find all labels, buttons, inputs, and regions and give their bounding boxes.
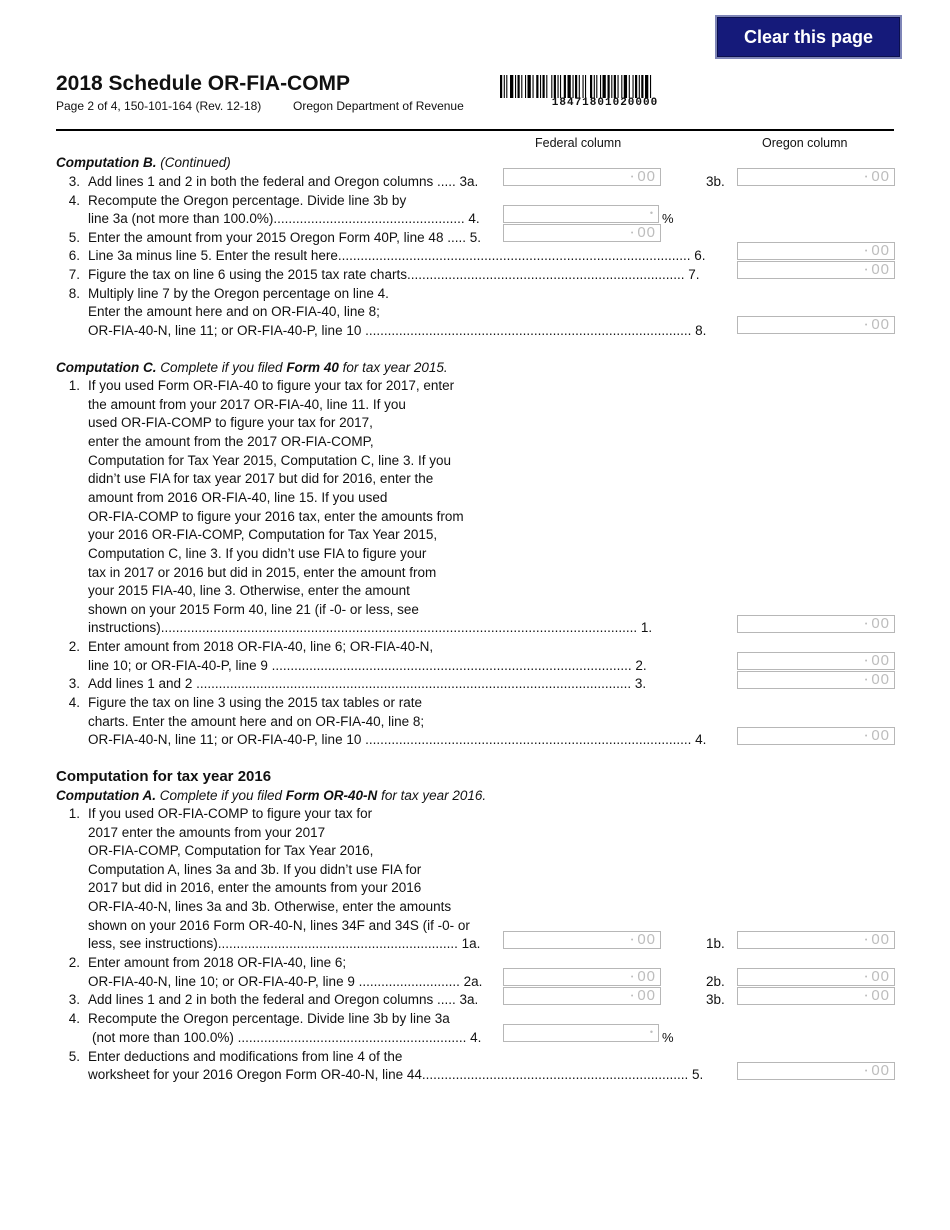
- comp-a-2016-4-percent-field[interactable]: •: [503, 1024, 659, 1042]
- comp-a-2016-line-1-text-line: If you used OR-FIA-COMP to figure your tax for: [88, 806, 373, 821]
- comp-a-2016-2a-federal-field[interactable]: • 00: [503, 968, 661, 986]
- comp-a-2016-2b-oregon-field[interactable]: • 00: [737, 968, 895, 986]
- comp-c-4-oregon-field[interactable]: • 00: [737, 727, 895, 745]
- comp-c-line-1-text-line: Computation for Tax Year 2015, Computation C, line 3. If you: [88, 452, 451, 468]
- comp-c-line-2b: line 10; or OR-FIA-40-P, line 9 ................................................................................................ 2.: [88, 658, 647, 673]
- comp-a-2016-line-3: Add lines 1 and 2 in both the federal and Oregon columns ..... 3a.: [88, 992, 479, 1007]
- comp-a-2016-line-3b-label: 3b.: [706, 992, 725, 1007]
- comp-b-8-oregon-field[interactable]: • 00: [737, 316, 895, 334]
- comp-c-line-4c: OR-FIA-40-N, line 11; or OR-FIA-40-P, line 10 ....................................................................................... 4.: [88, 732, 707, 747]
- comp-a-2016-line-4b: (not more than 100.0%) ............................................................. 4.: [92, 1030, 482, 1045]
- comp-a-2016-line-1-text-line: 2017 enter the amounts from your 2017: [88, 824, 326, 840]
- comp-c-line-3: Add lines 1 and 2 .................................................................................................................... 3.: [88, 676, 647, 691]
- comp-c-line-1-text-line: If you used Form OR-FIA-40 to figure your tax for 2017, enter: [88, 378, 455, 393]
- comp-a-2016-line-3-number: 3.: [68, 992, 80, 1007]
- comp-c-line-1-text-line: amount from 2016 OR-FIA-40, line 15. If you used: [88, 489, 388, 505]
- comp-a-2016-line-2b: OR-FIA-40-N, line 10; or OR-FIA-40-P, line 9 ........................... 2a.: [88, 974, 483, 989]
- comp-b-3b-oregon-field[interactable]: • 00: [737, 168, 895, 186]
- comp-a-2016-line-1-text-line: OR-FIA-40-N, lines 3a and 3b. Otherwise, enter the amounts: [88, 899, 452, 914]
- header-divider: [56, 129, 894, 131]
- comp-a-2016-line-5b: worksheet for your 2016 Oregon Form OR-40-N, line 44....................................................................... 5.: [88, 1067, 704, 1082]
- comp-c-line-1-text-line: your 2015 FIA-40, line 3. Otherwise, enter the amount: [88, 583, 410, 599]
- form-subtitle: Page 2 of 4, 150-101-164 (Rev. 12-18): [56, 99, 262, 113]
- comp-c-line-1-text-line: tax in 2017 or 2016 but did in 2015, enter the amount from: [88, 564, 437, 580]
- comp-a-2016-line-1-number: 1.: [68, 806, 80, 821]
- clear-page-button[interactable]: Clear this page: [715, 15, 902, 59]
- comp-c-line-1-text-line: the amount from your 2017 OR-FIA-40, line 11. If you: [88, 396, 406, 412]
- comp-a-2016-line-1-text-line: 2017 but did in 2016, enter the amounts from your 2016: [88, 880, 422, 896]
- comp-c-line-1-text-line: enter the amount from the 2017 OR-FIA-COMP,: [88, 433, 374, 449]
- tax-year-2016-heading: Computation for tax year 2016: [56, 768, 272, 785]
- comp-c-line-2-number: 2.: [68, 639, 80, 654]
- percent-sign: %: [662, 211, 674, 226]
- barcode-number: 18471801020000: [551, 97, 659, 109]
- computation-c-heading: Computation C. Complete if you filed Form 40 for tax year 2015.: [56, 360, 448, 375]
- comp-a-2016-1b-oregon-field[interactable]: • 00: [737, 931, 895, 949]
- comp-a-2016-line-2-number: 2.: [68, 955, 80, 970]
- comp-b-3a-federal-field[interactable]: • 00: [503, 168, 661, 186]
- comp-c-1-oregon-field[interactable]: • 00: [737, 615, 895, 633]
- comp-a-2016-line-4-number: 4.: [68, 1011, 80, 1026]
- computation-a-2016-heading: Computation A. Complete if you filed Form OR-40-N for tax year 2016.: [56, 788, 487, 803]
- computation-b-heading: Computation B. (Continued): [56, 155, 231, 170]
- comp-c-line-2a: Enter amount from 2018 OR-FIA-40, line 6; OR-FIA-40-N,: [88, 639, 434, 654]
- comp-b-4-percent-field[interactable]: •: [503, 205, 659, 223]
- comp-c-line-1-text-line: OR-FIA-COMP to figure your 2016 tax, enter the amounts from: [88, 508, 464, 524]
- comp-a-2016-line-1-text-line: shown on your 2016 Form OR-40-N, lines 34F and 34S (if -0- or: [88, 917, 470, 933]
- comp-b-7-oregon-field[interactable]: • 00: [737, 261, 895, 279]
- comp-c-line-1-text-line: used OR-FIA-COMP to figure your tax for 2017,: [88, 415, 373, 431]
- comp-c-line-1-text-line: didn’t use FIA for tax year 2017 but did for 2016, enter the: [88, 471, 434, 487]
- comp-a-2016-line-1-text-line: Computation A, lines 3a and 3b. If you didn’t use FIA for: [88, 861, 422, 877]
- department-name: Oregon Department of Revenue: [293, 99, 464, 113]
- comp-a-2016-line-1-text-line: OR-FIA-COMP, Computation for Tax Year 2016,: [88, 843, 374, 859]
- comp-c-line-1-text-line: Computation C, line 3. If you didn’t use FIA to figure your: [88, 545, 427, 561]
- comp-a-2016-line-4a: Recompute the Oregon percentage. Divide line 3b by line 3a: [88, 1011, 450, 1026]
- comp-c-line-1-text-line: shown on your 2015 Form 40, line 21 (if -0- or less, see: [88, 601, 419, 617]
- comp-a-2016-5-oregon-field[interactable]: • 00: [737, 1062, 895, 1080]
- comp-c-line-3-number: 3.: [68, 676, 80, 691]
- form-title: 2018 Schedule OR-FIA-COMP: [56, 72, 351, 95]
- comp-b-6-oregon-field[interactable]: • 00: [737, 242, 895, 260]
- barcode-image: [500, 75, 710, 98]
- comp-c-line-4a: Figure the tax on line 3 using the 2015 tax tables or rate: [88, 695, 422, 710]
- comp-b-line-3b-label: 3b.: [706, 174, 725, 189]
- comp-a-2016-line-1-text-line: less, see instructions)................................................................ 1a.: [88, 936, 481, 952]
- comp-a-2016-3a-federal-field[interactable]: • 00: [503, 987, 661, 1005]
- comp-a-2016-line-5a: Enter deductions and modifications from line 4 of the: [88, 1049, 403, 1064]
- comp-a-2016-line-5-number: 5.: [68, 1049, 80, 1064]
- comp-b-5-federal-field[interactable]: • 00: [503, 224, 661, 242]
- comp-a-2016-3b-oregon-field[interactable]: • 00: [737, 987, 895, 1005]
- federal-column-header: Federal column: [535, 136, 622, 150]
- comp-a-2016-1a-federal-field[interactable]: • 00: [503, 931, 661, 949]
- comp-c-line-1-number: 1.: [68, 378, 80, 393]
- comp-a-2016-line-2b-label: 2b.: [706, 974, 725, 989]
- comp-c-2-oregon-field[interactable]: • 00: [737, 652, 895, 670]
- comp-c-line-1-text-line: your 2016 OR-FIA-COMP, Computation for Tax Year 2015,: [88, 527, 438, 543]
- comp-c-line-4-number: 4.: [68, 695, 80, 710]
- comp-c-line-4b: charts. Enter the amount here and on OR-FIA-40, line 8;: [88, 714, 425, 729]
- comp-a-2016-line-2a: Enter amount from 2018 OR-FIA-40, line 6;: [88, 955, 347, 970]
- comp-c-line-1-text-line: instructions)............................................................................................................................... 1.: [88, 620, 653, 636]
- comp-c-3-oregon-field[interactable]: • 00: [737, 671, 895, 689]
- comp-a-2016-line-1b-label: 1b.: [706, 936, 725, 951]
- oregon-column-header: Oregon column: [762, 136, 848, 150]
- percent-sign: %: [662, 1030, 674, 1045]
